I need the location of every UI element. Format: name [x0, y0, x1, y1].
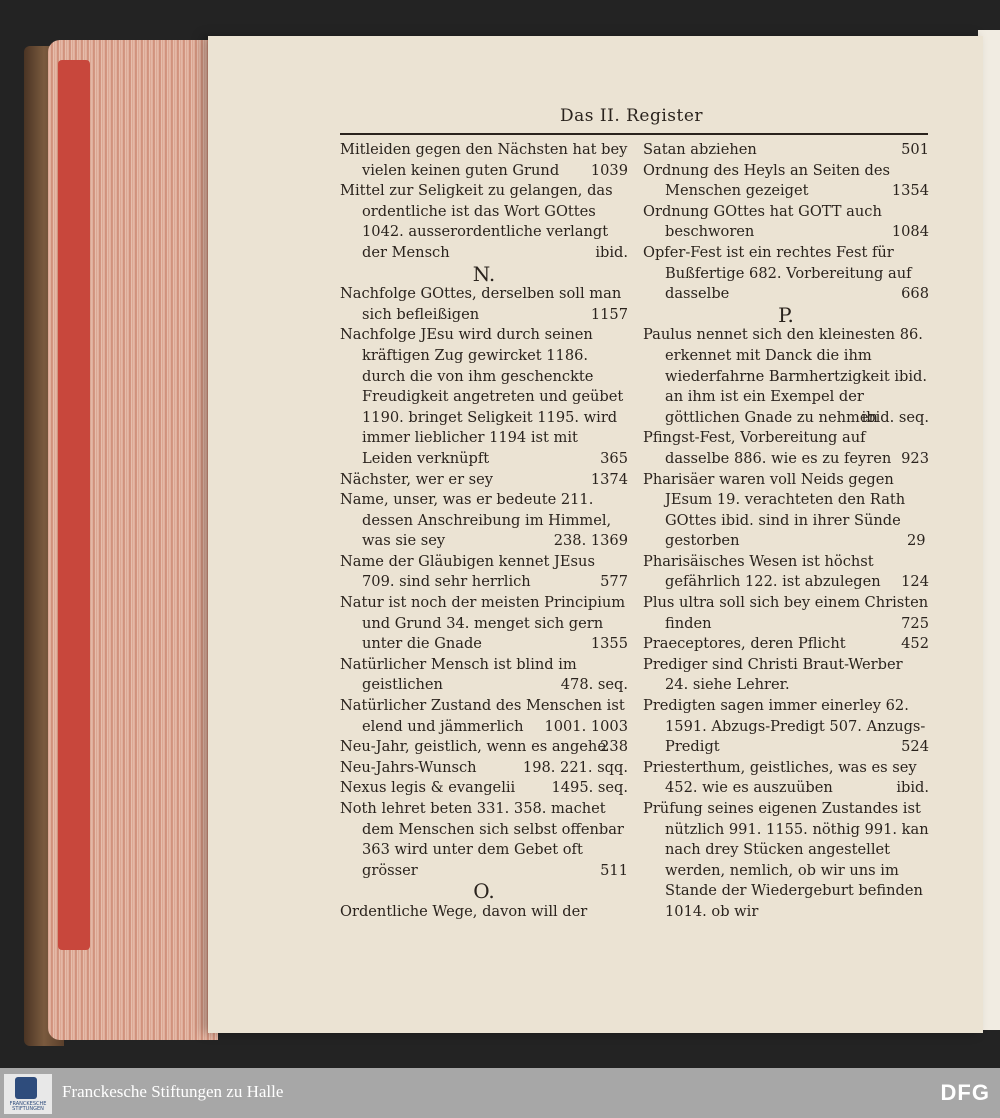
header-rule: [340, 133, 928, 135]
entry-ordentliche: Ordentliche Wege, davon will der: [340, 902, 588, 920]
entry-page-ref: 1157: [590, 305, 628, 323]
index-entry: [643, 655, 929, 696]
index-entry: [643, 634, 929, 655]
index-entry: [643, 552, 929, 593]
entry-text: Neu-Jahr, geistlich, wenn es angehe: [340, 738, 606, 756]
entry-text: Pharisäisches Wesen ist höchst gefährlich 122. ist abzulegen: [643, 552, 881, 591]
entry-text: Paulus nennet sich den kleinesten 86. erkennet mit Danck die ihm wiederfahrne Barmhertzigkeit ibid. an ihm ist ein Exempel der göttlichen Gnade zu nehmen: [643, 326, 928, 426]
index-entry: [340, 284, 628, 325]
institution-name: Franckesche Stiftungen zu Halle: [62, 1082, 284, 1101]
entry-page-ref: 511: [600, 861, 628, 879]
index-entry: [643, 696, 929, 758]
entry-page-ref: 501: [901, 141, 929, 158]
entry-text: Satan abziehen: [643, 141, 757, 158]
entry-text: Pharisäer waren voll Neids gegen JEsum 19. verachteten den Rath GOttes ibid. sind in ihrer Sünde gestorben: [643, 470, 906, 550]
entry-page-ref: 452: [901, 635, 929, 653]
entry-page-ref: 1354: [891, 182, 929, 200]
entry-text: Prediger sind Christi Braut-Werber 24. siehe Lehrer.: [643, 655, 903, 694]
index-entry: [340, 758, 628, 779]
foundation-logo-icon: [15, 1077, 37, 1099]
entry-text: Nachfolge GOttes, derselben soll man sich befleißigen: [340, 285, 622, 323]
entry-page-ref: 1495. seq.: [551, 779, 628, 797]
entry-text: Mittel zur Seligkeit zu gelangen, das ordentliche ist das Wort GOttes 1042. ausserordentliche verlangt der Mensch: [340, 182, 613, 261]
index-entry: [340, 325, 628, 469]
entry-text: Name der Gläubigen kennet JEsus 709. sind sehr herrlich: [340, 552, 595, 591]
red-edge: [58, 60, 90, 950]
index-entry: [340, 181, 628, 263]
index-entry: Pharisäer waren voll Neids gegen JEsum 19. verachteten den Rath GOttes ibid. sind in ihrer Sünde gestorben 29: [643, 470, 926, 550]
entry-page-ref: 577: [600, 573, 628, 591]
entry-text: Ordnung des Heyls an Seiten des Menschen gezeiget: [643, 161, 891, 200]
entry-page-ref: 1084: [891, 223, 929, 241]
entry-text: Nachfolge JEsu wird durch seinen kräftigen Zug gewircket 1186. durch die von ihm geschenckte Freudigkeit angetreten und geübet 1190. bringet Seligkeit 1195. wird immer lieblicher 1194 ist mit Leiden verknüpft: [340, 326, 624, 467]
dfg-logo: DFG: [940, 1080, 990, 1105]
entry-text: Opfer-Fest ist ein rechtes Fest für Bußfertige 682. Vorbereitung auf dasselbe: [643, 243, 912, 303]
entry-text: Natürlicher Mensch ist blind im geistlichen: [340, 655, 577, 694]
entry-page-ref: 1001. 1003: [544, 717, 628, 735]
index-entry: [340, 490, 628, 552]
entry-page-ref: 198. 221. sqq.: [522, 758, 628, 776]
index-entry: [643, 161, 929, 202]
right-entries-p: [643, 325, 929, 922]
entry-text: Natur ist noch der meisten Principium und Grund 34. menget sich gern unter die Gnade: [340, 594, 626, 653]
entry-text: Nächster, wer er sey: [340, 470, 494, 488]
section-letter-n: N.: [472, 261, 496, 286]
entry-text: Natürlicher Zustand des Menschen ist elend und jämmerlich: [340, 697, 625, 735]
index-entry: [643, 758, 929, 799]
index-entry: [643, 428, 929, 469]
index-entry: [643, 593, 929, 634]
entry-page-ref: 725: [901, 614, 929, 632]
entry-text: Plus ultra soll sich bey einem Christen finden: [643, 594, 929, 632]
logo-text: FRANCKESCHE STIFTUNGEN: [9, 1101, 47, 1112]
entry-text: Name, unser, was er bedeute 211. dessen Anschreibung im Himmel, was sie sey: [340, 491, 612, 550]
entry-page-ref: 1374: [590, 470, 628, 488]
entry-page-ref: 124: [901, 573, 929, 591]
index-entry: [340, 140, 628, 181]
index-entry: [340, 470, 628, 491]
entry-page-ref: 923: [901, 449, 929, 467]
index-entry: [340, 696, 628, 737]
left-entries-top: [340, 140, 628, 264]
entry-page-ref: 238. 1369: [553, 532, 628, 550]
entry-page-ref: ibid.: [896, 779, 929, 797]
entry-text: Neu-Jahrs-Wunsch: [340, 758, 477, 776]
entry-text: Noth lehret beten 331. 358. machet dem Menschen sich selbst offenbar 363 wird unter dem Gebet oft grösser: [340, 800, 624, 879]
index-entry: [643, 325, 929, 428]
index-entry: [643, 243, 929, 305]
running-header: Das II. Register: [560, 106, 704, 126]
entry-text: Ordnung GOttes hat GOTT auch beschworen: [643, 202, 882, 241]
right-column: [643, 140, 929, 923]
entry-text: Mitleiden gegen den Nächsten hat bey vielen keinen guten Grund: [340, 141, 628, 179]
section-letter-o: O.: [473, 879, 495, 904]
entry-page-ref: ibid.: [595, 243, 628, 261]
index-entry: [340, 593, 628, 655]
index-entry: [643, 799, 929, 923]
entry-page-ref: 238: [600, 738, 628, 756]
entry-page-ref: ibid. seq.: [861, 408, 929, 426]
left-column: [340, 140, 628, 923]
index-entry: [340, 778, 628, 799]
entry-text: Nexus legis & evangelii: [340, 779, 516, 797]
entry-page-ref: 365: [600, 449, 628, 467]
index-entry: [340, 737, 628, 758]
entry-page-ref: 1355: [590, 635, 628, 653]
index-entry: [643, 202, 929, 243]
section-letter-p: P.: [778, 302, 794, 327]
entry-text: Praeceptores, deren Pflicht: [643, 635, 846, 653]
index-entry: [340, 799, 628, 881]
entry-text: Priesterthum, geistliches, was es sey 452. wie es auszuüben: [643, 758, 917, 797]
entry-text: Prüfung seines eigenen Zustandes ist nützlich 991. 1155. nöthig 991. kan nach drey Stücken angestellet werden, nemlich, ob wir uns im Stande der Wiedergeburt befinden 1014. ob wir: [643, 800, 929, 920]
index-entry: [340, 552, 628, 593]
entry-page-ref: 478. seq.: [560, 676, 628, 694]
left-entries-n: [340, 284, 628, 881]
right-entries-o: [643, 140, 929, 305]
entry-text: Pfingst-Fest, Vorbereitung auf dasselbe 886. wie es zu feyren: [643, 429, 892, 467]
index-entry: [643, 140, 929, 161]
entry-page-ref: 524: [901, 738, 929, 756]
index-entry: [340, 655, 628, 696]
entry-page-ref: 668: [901, 285, 929, 303]
entry-text: Predigten sagen immer einerley 62. 1591. Abzugs-Predigt 507. Anzugs-Predigt: [643, 697, 926, 756]
entry-page-ref: 1039: [590, 161, 628, 179]
